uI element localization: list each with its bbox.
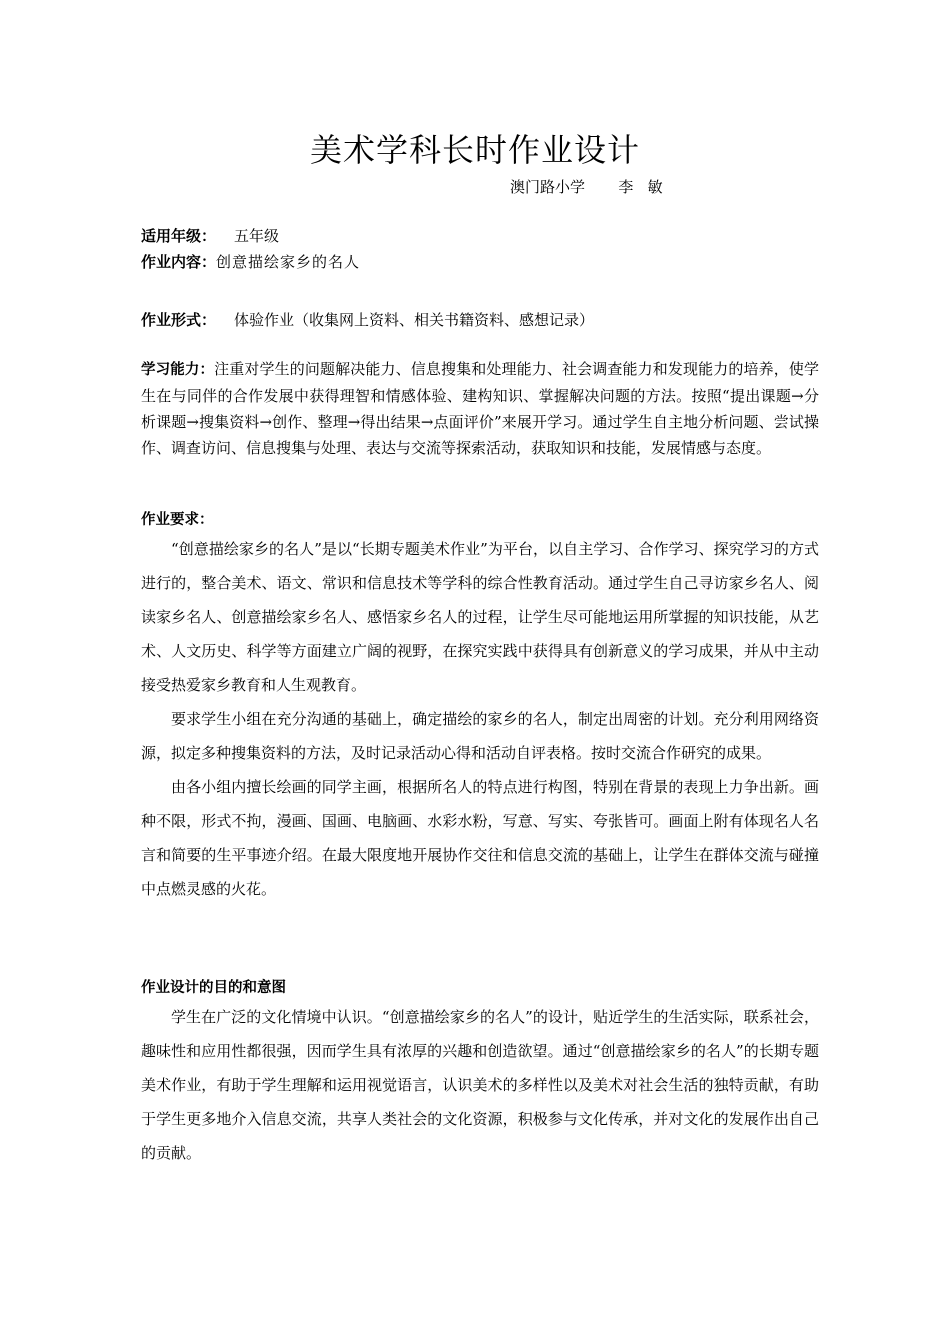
- document-title: 美术学科长时作业设计: [309, 131, 640, 169]
- content-label: 作业内容：: [141, 253, 217, 271]
- purpose-section: [141, 976, 819, 1170]
- form-value: 体验作业（收集网上资料、相关书籍资料、感想记录）: [234, 311, 595, 329]
- form-label: 作业形式：: [141, 311, 217, 329]
- grade-value: 五年级: [234, 227, 280, 245]
- requirements-paragraph-1: “创意描绘家乡的名人”是以“长期专题美术作业”为平台，以自主学习、合作学习、探究学习的方式进行的，整合美术、语文、常识和信息技术等学科的综合性教育活动。通过学生自己寻访家乡名人、阅读家乡名人、创意描绘家乡名人、感悟家乡名人的过程，让学生尽可能地运用所掌握的知识技能，从艺术、人文历史、科学等方面建立广阔的视野，在探究实践中获得具有创新意义的学习成果，并从中主动接受热爱家乡教育和人生观教育。: [141, 540, 819, 694]
- requirements-heading: 作业要求：: [141, 512, 214, 528]
- content-field: [141, 251, 360, 273]
- requirements-paragraph-2: 要求学生小组在充分沟通的基础上，确定描绘的家乡的名人，制定出周密的计划。充分利用网络资源，拟定多种搜集资料的方法，及时记录活动心得和活动自评表格。按时交流合作研究的成果。: [141, 710, 819, 762]
- ability-section: [141, 356, 819, 461]
- content-value: 创意描绘家乡的名人: [216, 253, 361, 271]
- purpose-heading: 作业设计的目的和意图: [141, 980, 286, 996]
- ability-text: 注重对学生的问题解决能力、信息搜集和处理能力、社会调查能力和发现能力的培养，使学生在与同伴的合作发展中获得理智和情感体验、建构知识、掌握解决问题的方法。按照“提出课题→分析课题→搜集资料→创作、整理→得出结果→点面评价”来展开学习。通过学生自主地分析问题、尝试操作、调查访问、信息搜集与处理、表达与交流等探索活动，获取知识和技能，发展情感与态度。: [141, 360, 819, 457]
- purpose-paragraph-1: 学生在广泛的文化情境中认识。“创意描绘家乡的名人”的设计，贴近学生的生活实际，联系社会，趣味性和应用性都很强，因而学生具有浓厚的兴趣和创造欲望。通过“创意描绘家乡的名人”的长期专题美术作业，有助于学生理解和运用视觉语言，认识美术的多样性以及美术对社会生活的独特贡献，有助于学生更多地介入信息交流，共享人类社会的文化资源，积极参与文化传承，并对文化的发展作出自己的贡献。: [141, 1008, 819, 1162]
- form-field: [141, 309, 594, 331]
- requirements-paragraph-3: 由各小组内擅长绘画的同学主画，根据所名人的特点进行构图，特别在背景的表现上力争出新。画种不限，形式不拘，漫画、国画、电脑画、水彩水粉，写意、写实、夸张皆可。画面上附有体现名人名言和简要的生平事迹介绍。在最大限度地开展协作交往和信息交流的基础上，让学生在群体交流与碰撞中点燃灵感的火花。: [141, 778, 819, 898]
- grade-field: [141, 225, 279, 247]
- grade-label: 适用年级：: [141, 227, 217, 245]
- author-line: 澳门路小学 李 敏: [510, 178, 663, 196]
- requirements-section: [141, 508, 819, 906]
- ability-label: 学习能力：: [141, 362, 215, 378]
